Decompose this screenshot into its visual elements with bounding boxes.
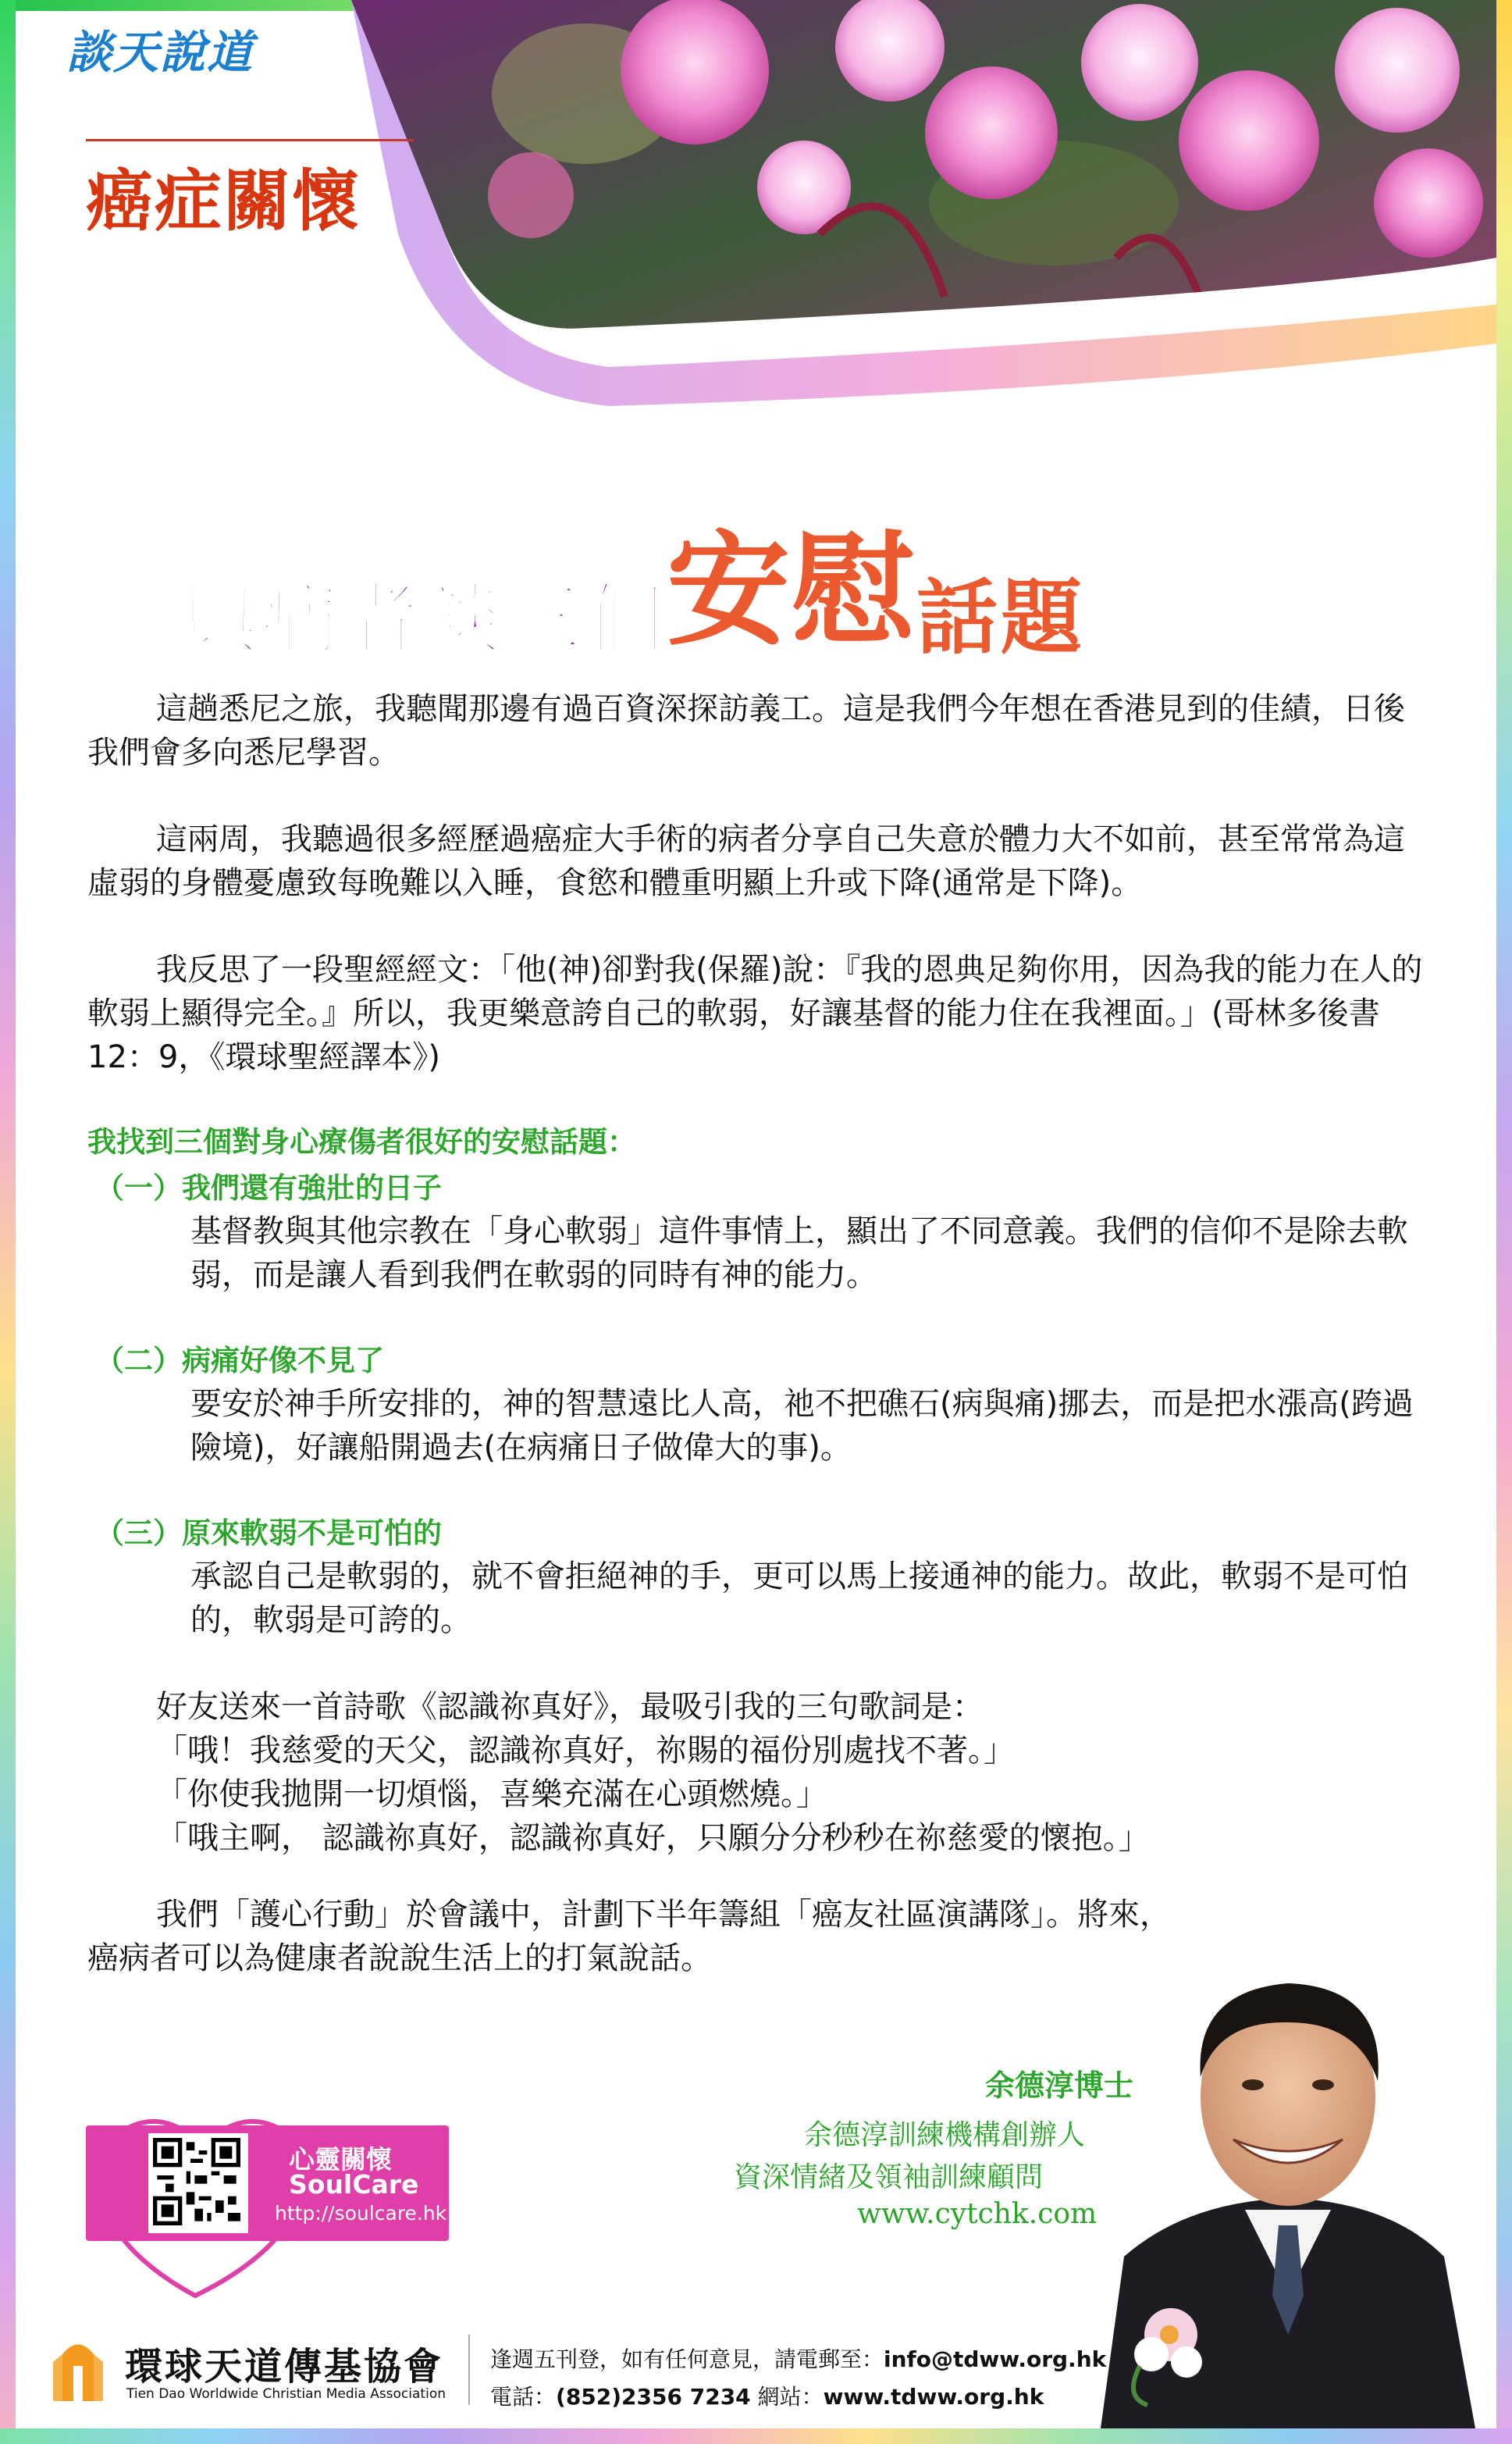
- logo-divider: [86, 139, 414, 141]
- logo-tagline: 談天說道: [66, 26, 254, 79]
- author-title-2: 資深情緒及領袖訓練顧問: [734, 2161, 1044, 2193]
- footer-text: 電話：: [490, 2384, 557, 2410]
- article-title: [180, 492, 1350, 665]
- title-part-b: 安慰: [667, 519, 916, 663]
- author-photo: [1077, 1929, 1496, 2428]
- topic-heading: （一）我們還有強壯的日子: [95, 1171, 442, 1205]
- org-logo-icon: [47, 2331, 109, 2401]
- title-part-a: 與病者談三個: [180, 574, 667, 665]
- soulcare-zh: 心靈關懷: [289, 2144, 392, 2175]
- paragraph-last: 我們「護心行動」於會議中，計劃下半年籌組「癌友社區演講隊」。將來，癌病者可以為健康者說說生活上的打氣說話。: [87, 1897, 1171, 1976]
- song-lyrics: [87, 1685, 1430, 1860]
- author-website-link[interactable]: www.cytchk.com: [857, 2198, 1098, 2230]
- article-body: [87, 687, 1430, 2023]
- footer-text: 逢週五刊登，如有任何意見，請電郵至：: [490, 2346, 884, 2372]
- author-name: 余德淳博士: [985, 2068, 1134, 2103]
- org-name: 環球天道傳基協會: [125, 2345, 444, 2389]
- title-part-c: 話題: [916, 570, 1086, 665]
- email-link[interactable]: info@tdww.org.hk: [884, 2346, 1107, 2372]
- logo-title: 癌症關懷: [86, 162, 361, 240]
- paragraph-3: 我反思了一段聖經經文：「他(神)卻對我(保羅)說：『我的恩典足夠你用，因為我的能力在人的軟弱上顯得完全。』所以，我更樂意誇自己的軟弱，好讓基督的能力住在我裡面。」(哥林多後書12：9，《環球聖經譯本》): [87, 952, 1423, 1075]
- phone-number: (852)2356 7234: [556, 2384, 751, 2410]
- soulcare-url-link[interactable]: http://soulcare.hk: [275, 2202, 447, 2225]
- song-intro: 好友送來一首詩歌《認識祢真好》，最吸引我的三句歌詞是：: [156, 1689, 984, 1725]
- topic-body: 要安於神手所安排的，神的智慧遠比人高，祂不把礁石(病與痛)挪去，而是把水漲高(跨過險境)，好讓船開過去(在病痛日子做偉大的事)。: [190, 1386, 1414, 1466]
- topic-item: [87, 1167, 1430, 1297]
- rainbow-right-border: [1496, 0, 1512, 2444]
- footer-contact-line-1: [490, 2342, 1106, 2374]
- topic-heading: （三）原來軟弱不是可怕的: [95, 1516, 442, 1550]
- topic-body: 基督教與其他宗教在「身心軟弱」這件事情上，顯出了不同意義。我們的信仰不是除去軟弱，而是讓人看到我們在軟弱的同時有神的能力。: [190, 1213, 1408, 1293]
- rainbow-bottom-border: [0, 2428, 1512, 2444]
- author-title-1: 余德淳訓練機構創辦人: [804, 2119, 1086, 2151]
- paragraph-2: 這兩周，我聽過很多經歷過癌症大手術的病者分享自己失意於體力大不如前，甚至常常為這虛弱的身體憂慮致每晚難以入睡，食慾和體重明顯上升或下降(通常是下降)。: [87, 821, 1405, 901]
- topic-body: 承認自己是軟弱的，就不會拒絕神的手，更可以馬上接通神的能力。故此，軟弱不是可怕的，軟弱是可誇的。: [190, 1559, 1408, 1638]
- qr-code-icon[interactable]: [153, 2138, 240, 2225]
- footer-text: 網站：: [750, 2384, 824, 2410]
- org-name-en: Tien Dao Worldwide Christian Media Association: [126, 2386, 446, 2402]
- topic-item: [87, 1512, 1430, 1642]
- footer-contact-line-2: [490, 2380, 1044, 2411]
- rainbow-left-border: [0, 0, 16, 2444]
- flower-header-photo: [351, 0, 1496, 406]
- topic-item: [87, 1340, 1430, 1470]
- website-link[interactable]: www.tdww.org.hk: [823, 2384, 1044, 2410]
- lyric-line: 「你使我拋開一切煩惱，喜樂充滿在心頭燃燒。」: [156, 1776, 827, 1812]
- lyric-line: 「哦主啊， 認識祢真好，認識祢真好，只願分分秒秒在祢慈愛的懷抱。」: [156, 1820, 1150, 1856]
- footer-divider: [468, 2335, 470, 2405]
- soulcare-en: SoulCare: [289, 2169, 419, 2200]
- lyric-line: 「哦！我慈愛的天父，認識祢真好，祢賜的福份別處找不著。」: [156, 1733, 1015, 1769]
- topic-heading: （二）病痛好像不見了: [95, 1344, 384, 1377]
- topics-heading: 我找到三個對身心療傷者很好的安慰話題：: [87, 1125, 636, 1159]
- paragraph-1: 這趟悉尼之旅，我聽聞那邊有過百資深探訪義工。這是我們今年想在香港見到的佳績，日後我們會多向悉尼學習。: [87, 691, 1405, 771]
